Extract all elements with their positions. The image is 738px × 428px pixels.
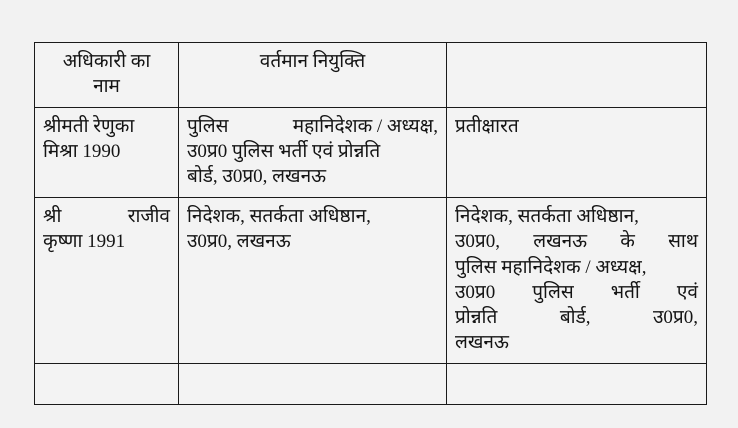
officer-name-2-line1: [43, 204, 170, 229]
header-cell-status: [447, 43, 707, 108]
cell-empty-status: [447, 363, 707, 404]
status-2-line4-part4: एवं: [676, 281, 698, 303]
officer-name-1-line2: मिश्रा 1990: [43, 141, 121, 163]
header-cell-current-posting: [179, 43, 447, 108]
status-2-line2-part1: उ0प्र0,: [455, 231, 500, 253]
status-2-line2: [455, 229, 698, 254]
cell-officer-name-2: [35, 198, 179, 363]
cell-status-1: [447, 108, 707, 198]
status-2-line1: निदेशक, सतर्कता अधिष्ठान,: [455, 206, 639, 228]
status-2-line5: [455, 305, 698, 330]
status-2-line3: पुलिस महानिदेशक / अध्यक्ष,: [455, 256, 647, 278]
status-2-line5-part2: बोर्ड,: [559, 306, 591, 328]
current-posting-2-line2: उ0प्र0, लखनऊ: [187, 231, 291, 253]
table-header-row: [35, 43, 707, 108]
header-officer-name-line1: अधिकारी का: [62, 51, 151, 72]
current-posting-1-line1: [187, 114, 438, 139]
header-officer-name-line2: नाम: [93, 76, 120, 98]
status-2-line2-part3: के: [620, 231, 635, 253]
header-cell-officer-name: [35, 43, 179, 108]
current-posting-1-line1-part1: पुलिस: [187, 116, 229, 138]
status-1-line1: प्रतीक्षारत: [455, 116, 519, 138]
current-posting-1-line3: बोर्ड, उ0प्र0, लखनऊ: [187, 166, 327, 188]
status-2-line2-part4: साथ: [668, 231, 698, 253]
status-2-line6: लखनऊ: [455, 331, 509, 353]
current-posting-1-line1-part2: महानिदेशक / अध्यक्ष,: [292, 116, 438, 138]
table-row: [35, 108, 707, 198]
cell-officer-name-1: [35, 108, 179, 198]
status-2-line4-part1: उ0प्र0: [455, 281, 496, 303]
current-posting-1-line2: उ0प्र0 पुलिस भर्ती एवं प्रोन्नति: [187, 141, 381, 163]
status-2-line5-part1: प्रोन्नति: [455, 306, 498, 328]
officer-name-2-line2: कृष्णा 1991: [43, 231, 126, 253]
cell-current-posting-1: [179, 108, 447, 198]
header-current-posting-line1: वर्तमान नियुक्ति: [259, 51, 366, 72]
officer-name-2-line1-part1: श्री: [43, 206, 62, 228]
status-2-line2-part2: लखनऊ: [533, 231, 588, 253]
cell-status-2: [447, 198, 707, 363]
current-posting-2-line1: निदेशक, सतर्कता अधिष्ठान,: [187, 206, 371, 228]
cell-empty-name: [35, 363, 179, 404]
table-row: [35, 198, 707, 363]
officer-name-1-line1: श्रीमती रेणुका: [43, 116, 135, 138]
cell-current-posting-2: [179, 198, 447, 363]
status-2-line4-part3: भर्ती: [610, 281, 640, 303]
officer-name-2-line1-part2: राजीव: [127, 206, 170, 228]
cell-empty-current-posting: [179, 363, 447, 404]
status-2-line4: [455, 280, 698, 305]
table-row-empty: [35, 363, 707, 404]
status-2-line5-part3: उ0प्र0,: [653, 306, 698, 328]
officers-table: [34, 42, 707, 405]
status-2-line4-part2: पुलिस: [532, 281, 574, 303]
